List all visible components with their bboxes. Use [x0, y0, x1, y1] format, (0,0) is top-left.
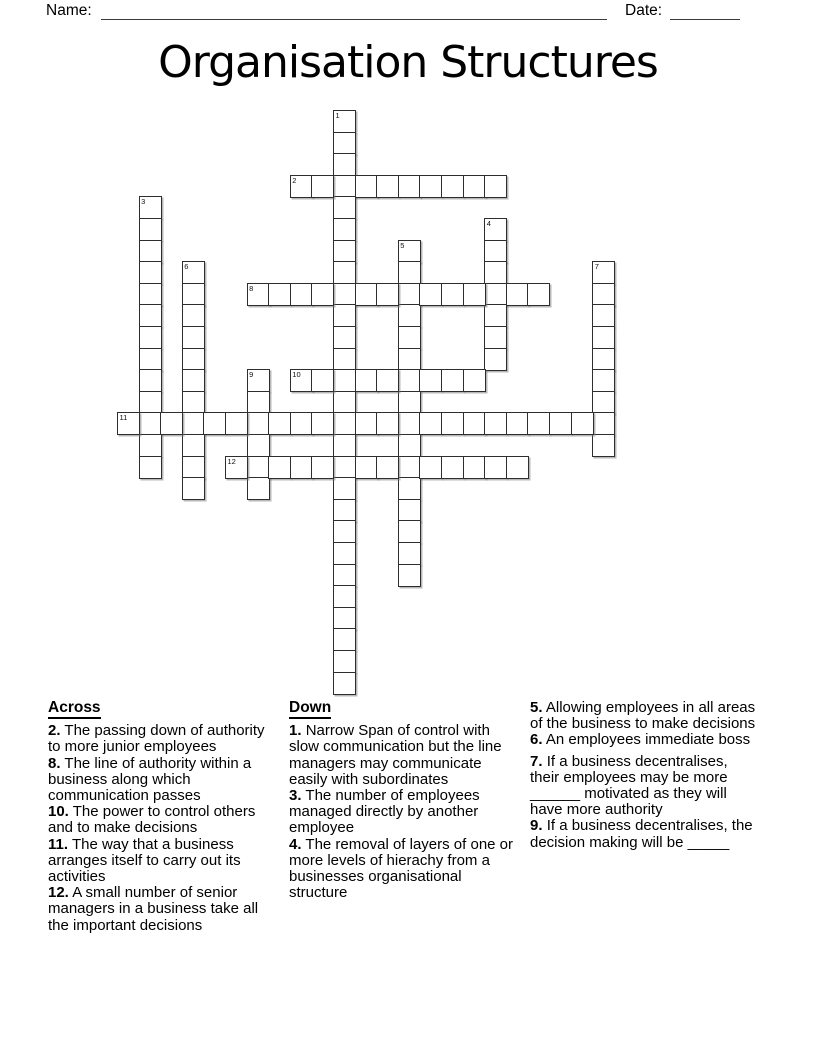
across-clues-column [48, 700, 276, 934]
clue-text: If a business decentralises, the decision making will be _____ [530, 817, 753, 851]
grid-cell[interactable] [398, 261, 421, 284]
grid-cell[interactable] [139, 391, 162, 414]
grid-cell[interactable] [290, 456, 313, 479]
grid-cell[interactable] [333, 369, 356, 392]
grid-cell[interactable] [247, 391, 270, 414]
grid-cell[interactable] [398, 477, 421, 500]
grid-clue-number-label: 4 [486, 219, 491, 228]
clue-across-10 [48, 804, 276, 836]
clue-text: A small number of senior managers in a business take all the important decisions [48, 884, 259, 934]
grid-cell[interactable] [484, 175, 507, 198]
grid-cell[interactable] [398, 175, 421, 198]
grid-cell[interactable] [592, 283, 615, 306]
grid-cell[interactable] [441, 175, 464, 198]
clue-down-4 [289, 837, 521, 902]
grid-cell[interactable] [333, 304, 356, 327]
grid-cell[interactable] [311, 369, 334, 392]
grid-cell[interactable] [311, 456, 334, 479]
grid-cell[interactable] [376, 369, 399, 392]
clue-down-9 [530, 818, 758, 850]
grid-cell[interactable] [398, 520, 421, 543]
clue-text: The power to control others and to make decisions [48, 803, 256, 837]
date-label: Date: [625, 2, 663, 19]
grid-cell[interactable] [333, 326, 356, 349]
grid-cell[interactable] [484, 240, 507, 263]
grid-cell[interactable] [333, 218, 356, 241]
grid-cell[interactable] [398, 391, 421, 414]
grid-cell[interactable] [247, 283, 270, 306]
grid-cell[interactable] [484, 348, 507, 371]
grid-clue-number-label: 9 [249, 370, 254, 380]
grid-cell[interactable] [592, 391, 615, 414]
clue-number: 11. [48, 835, 69, 853]
grid-cell[interactable] [225, 412, 248, 435]
grid-cell[interactable] [398, 412, 421, 435]
grid-cell[interactable] [311, 412, 334, 435]
clue-text: The passing down of authority to more junior employees [48, 722, 265, 756]
grid-cell[interactable] [333, 434, 356, 457]
grid-cell[interactable] [592, 348, 615, 371]
clue-number: 4. [289, 835, 302, 853]
grid-cell[interactable] [592, 434, 615, 457]
grid-cell[interactable] [484, 283, 507, 306]
grid-cell[interactable] [333, 412, 356, 435]
grid-cell[interactable] [398, 240, 421, 263]
grid-cell[interactable] [355, 369, 378, 392]
grid-cell[interactable] [139, 326, 162, 349]
clue-text: Allowing employees in all areas of the business to make decisions [530, 699, 756, 733]
page-title: Organisation Structures [158, 37, 658, 88]
grid-cell[interactable] [463, 456, 486, 479]
grid-cell[interactable] [419, 412, 442, 435]
clue-number: 3. [289, 787, 302, 805]
grid-cell[interactable] [592, 369, 615, 392]
grid-cell[interactable] [290, 412, 313, 435]
grid-cell[interactable] [441, 283, 464, 306]
clue-number: 8. [48, 754, 61, 772]
grid-cell[interactable] [333, 477, 356, 500]
clue-number: 9. [530, 817, 543, 835]
grid-cell[interactable] [290, 175, 313, 198]
down-header: Down [289, 700, 331, 719]
grid-cell[interactable] [333, 564, 356, 587]
grid-clue-number-label: 5 [400, 240, 405, 250]
grid-cell[interactable] [247, 369, 270, 392]
clue-down-6 [530, 732, 758, 748]
grid-cell[interactable] [139, 456, 162, 479]
grid-cell[interactable] [333, 628, 356, 651]
grid-cell[interactable] [333, 456, 356, 479]
grid-cell[interactable] [419, 175, 442, 198]
name-label: Name: [46, 2, 92, 19]
grid-cell[interactable] [484, 326, 507, 349]
grid-cell[interactable] [268, 412, 291, 435]
grid-clue-number-label: 12 [227, 456, 236, 466]
grid-cell[interactable] [182, 283, 205, 306]
grid-cell[interactable] [333, 542, 356, 565]
grid-cell[interactable] [419, 283, 442, 306]
clue-down-7 [530, 754, 758, 819]
grid-cell[interactable] [441, 412, 464, 435]
clue-text: The number of employees managed directly by another employee [289, 787, 480, 837]
clue-across-11 [48, 837, 276, 886]
grid-cell[interactable] [527, 283, 550, 306]
grid-cell[interactable] [592, 326, 615, 349]
grid-cell[interactable] [592, 304, 615, 327]
grid-cell[interactable] [355, 412, 378, 435]
grid-clue-number-label: 11 [119, 413, 128, 423]
grid-cell[interactable] [160, 412, 183, 435]
grid-cell[interactable] [203, 412, 226, 435]
grid-cell[interactable] [376, 283, 399, 306]
grid-cell[interactable] [463, 412, 486, 435]
clue-text: An employees immediate boss [545, 731, 751, 749]
grid-cell[interactable] [592, 261, 615, 284]
grid-cell[interactable] [398, 304, 421, 327]
grid-cell[interactable] [463, 175, 486, 198]
grid-cell[interactable] [182, 391, 205, 414]
grid-clue-number-label: 7 [594, 262, 599, 272]
grid-clue-number-label: 8 [249, 283, 254, 293]
grid-cell[interactable] [139, 261, 162, 284]
grid-cell[interactable] [139, 240, 162, 263]
clue-number: 6. [530, 731, 543, 749]
grid-cell[interactable] [139, 348, 162, 371]
grid-cell[interactable] [441, 456, 464, 479]
grid-cell[interactable] [247, 412, 270, 435]
grid-cell[interactable] [182, 261, 205, 284]
clue-text: Narrow Span of control with slow communication but the line managers may communicate easily with subordinates [289, 722, 502, 788]
grid-cell[interactable] [398, 434, 421, 457]
grid-cell[interactable] [398, 456, 421, 479]
clue-text: If a business decentralises, their employees may be more ______ motivated as they will have more authority [530, 752, 728, 819]
clue-number: 5. [530, 699, 543, 716]
grid-cell[interactable] [247, 456, 270, 479]
grid-cell[interactable] [268, 283, 291, 306]
grid-cell[interactable] [333, 175, 356, 198]
grid-cell[interactable] [268, 456, 291, 479]
grid-cell[interactable] [139, 283, 162, 306]
clue-number: 12. [48, 884, 69, 902]
clue-text: The way that a business arranges itself to carry out its activities [48, 835, 241, 886]
grid-cell[interactable] [376, 456, 399, 479]
grid-cell[interactable] [290, 283, 313, 306]
grid-cell[interactable] [419, 456, 442, 479]
clue-across-8 [48, 756, 276, 805]
grid-cell[interactable] [225, 456, 248, 479]
grid-cell[interactable] [333, 650, 356, 673]
grid-cell[interactable] [398, 499, 421, 522]
grid-cell[interactable] [139, 218, 162, 241]
clue-text: The removal of layers of one or more levels of hierachy from a businesses organisational structure [289, 835, 514, 902]
clue-down-1 [289, 723, 521, 788]
grid-cell[interactable] [311, 175, 334, 198]
grid-cell[interactable] [333, 153, 356, 176]
grid-cell[interactable] [333, 672, 356, 695]
clue-number: 10. [48, 803, 69, 821]
clue-down-3 [289, 788, 521, 837]
grid-cell[interactable] [398, 369, 421, 392]
grid-cell[interactable] [571, 412, 594, 435]
grid-cell[interactable] [484, 412, 507, 435]
grid-cell[interactable] [333, 607, 356, 630]
clue-across-2 [48, 723, 276, 755]
grid-cell[interactable] [139, 196, 162, 219]
clue-number: 7. [530, 752, 543, 770]
grid-clue-number-label: 2 [292, 175, 297, 185]
grid-cell[interactable] [549, 412, 572, 435]
grid-cell[interactable] [182, 456, 205, 479]
grid-cell[interactable] [398, 348, 421, 371]
grid-cell[interactable] [182, 477, 205, 500]
grid-cell[interactable] [290, 369, 313, 392]
grid-cell[interactable] [484, 304, 507, 327]
grid-cell[interactable] [182, 348, 205, 371]
grid-clue-number-label: 10 [292, 370, 301, 380]
grid-cell[interactable] [333, 240, 356, 263]
clue-across-12 [48, 885, 276, 934]
grid-cell[interactable] [182, 412, 205, 435]
grid-cell[interactable] [355, 283, 378, 306]
clue-number: 2. [48, 722, 61, 740]
grid-cell[interactable] [139, 434, 162, 457]
grid-cell[interactable] [247, 477, 270, 500]
grid-cell[interactable] [182, 369, 205, 392]
down-clues-column-2 [530, 700, 758, 851]
grid-cell[interactable] [182, 326, 205, 349]
grid-cell[interactable] [333, 348, 356, 371]
grid-clue-number-label: 3 [141, 197, 146, 207]
grid-cell[interactable] [484, 456, 507, 479]
grid-cell[interactable] [182, 304, 205, 327]
grid-cell[interactable] [463, 369, 486, 392]
grid-cell[interactable] [333, 520, 356, 543]
grid-cell[interactable] [376, 175, 399, 198]
grid-cell[interactable] [398, 283, 421, 306]
grid-cell[interactable] [117, 412, 140, 435]
grid-cell[interactable] [398, 564, 421, 587]
grid-cell[interactable] [506, 456, 529, 479]
grid-cell[interactable] [333, 196, 356, 219]
grid-cell[interactable] [398, 326, 421, 349]
grid-cell[interactable] [484, 218, 507, 241]
grid-clue-number-label: 6 [184, 262, 189, 272]
across-header: Across [48, 700, 101, 719]
grid-cell[interactable] [398, 542, 421, 565]
grid-cell[interactable] [139, 369, 162, 392]
grid-cell[interactable] [333, 499, 356, 522]
grid-cell[interactable] [182, 434, 205, 457]
grid-cell[interactable] [484, 261, 507, 284]
clue-down-5 [530, 700, 758, 732]
grid-cell[interactable] [333, 283, 356, 306]
grid-cell[interactable] [592, 412, 615, 435]
grid-cell[interactable] [355, 175, 378, 198]
grid-cell[interactable] [506, 283, 529, 306]
grid-cell[interactable] [333, 132, 356, 155]
grid-cell[interactable] [333, 261, 356, 284]
grid-cell[interactable] [139, 412, 162, 435]
grid-cell[interactable] [333, 110, 356, 133]
clue-number: 1. [289, 722, 302, 740]
grid-clue-number-label: 1 [335, 111, 340, 120]
grid-cell[interactable] [463, 283, 486, 306]
grid-cell[interactable] [333, 585, 356, 608]
grid-cell[interactable] [355, 456, 378, 479]
down-clues-column-1 [289, 700, 521, 901]
grid-cell[interactable] [333, 391, 356, 414]
grid-cell[interactable] [247, 434, 270, 457]
grid-cell[interactable] [376, 412, 399, 435]
grid-cell[interactable] [139, 304, 162, 327]
grid-cell[interactable] [311, 283, 334, 306]
grid-cell[interactable] [506, 412, 529, 435]
grid-cell[interactable] [527, 412, 550, 435]
clue-text: The line of authority within a business along which communication passes [48, 754, 252, 805]
grid-cell[interactable] [419, 369, 442, 392]
grid-cell[interactable] [441, 369, 464, 392]
